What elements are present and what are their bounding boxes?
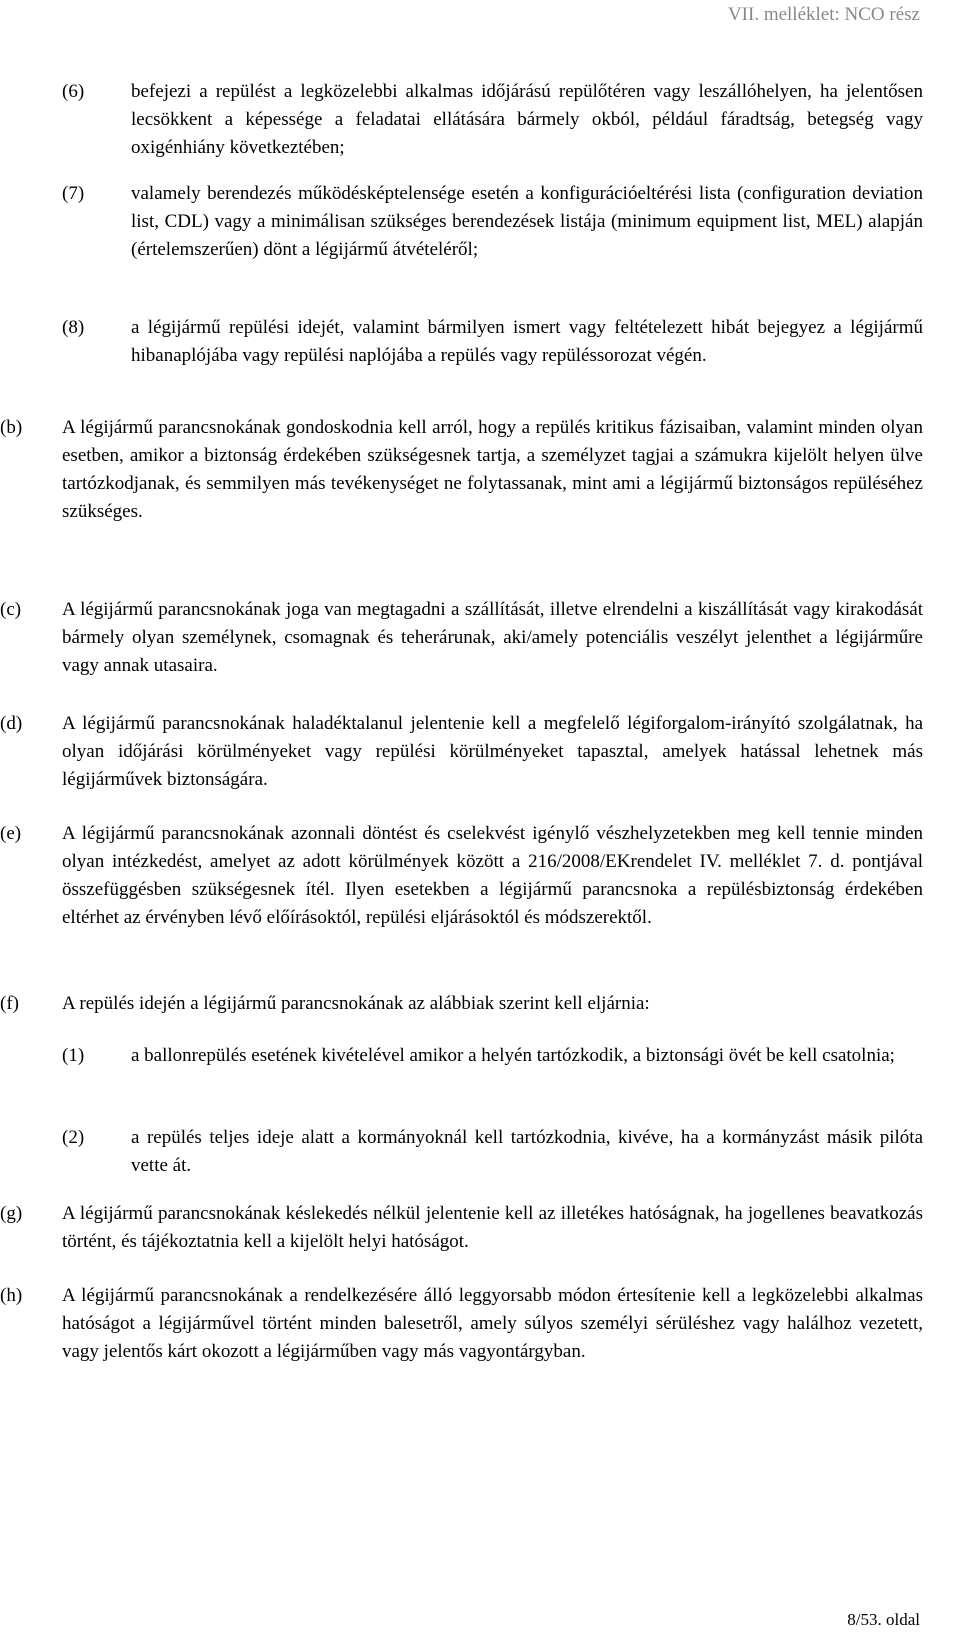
item-text: a repülés teljes ideje alatt a kormányoknál kell tartózkodnia, kivéve, ha a kormányzást másik pilóta vette át. <box>131 1127 923 1176</box>
section-text: A légijármű parancsnokának joga van megtagadni a szállítását, illetve elrendelni a kiszállítását vagy kirakodását bármely olyan személynek, csomagnak és teherárunak, aki/amely potenciális veszélyt jelenthet a légijárműre vagy annak utasaira. <box>62 599 923 676</box>
item-text: a légijármű repülési idejét, valamint bármilyen ismert vagy feltételezett hibát bejegyez a légijármű hibanaplójába vagy repülési naplójába a repülés vagy repüléssorozat végén. <box>131 317 923 366</box>
section-text: A repülés idején a légijármű parancsnokának az alábbiak szerint kell eljárnia: <box>62 993 650 1014</box>
section-text: A légijármű parancsnokának azonnali döntést és cselekvést igénylő vészhelyzetekben meg kell tennie minden olyan intézkedést, amelyet az adott körülmények között a 216/2008/EKrendelet IV. melléklet 7. d. pontjával összefüggésben szükségesnek ítél. Ilyen esetekben a légijármű parancsnoka a repülésbiztonság érdekében eltérhet az érvényben lévő előírásoktól, repülési eljárásoktól és módszerektől. <box>62 823 923 928</box>
section-label: (g) <box>0 1203 23 1224</box>
item-text: befejezi a repülést a legközelebbi alkalmas időjárású repülőtéren vagy leszállóhelyen, ha jelentősen lecsökkent a képessége a feladatai ellátására bármely okból, például fáradtság, betegség vagy oxigénhiány következtében; <box>131 81 923 158</box>
page-header: VII. melléklet: NCO rész <box>727 4 920 25</box>
item-text: valamely berendezés működésképtelensége esetén a konfigurációeltérési lista (configuration deviation list, CDL) vagy a minimálisan szükséges berendezések listája (minimum equipment list, MEL) alapján (értelemszerűen) dönt a légijármű átvételéről; <box>131 183 923 260</box>
item-text: a ballonrepülés esetének kivételével amikor a helyén tartózkodik, a biztonsági övét be kell csatolnia; <box>131 1045 895 1066</box>
section-label: (b) <box>0 417 23 438</box>
item-label: (6) <box>62 81 85 102</box>
item-label: (7) <box>62 183 85 204</box>
section-text: A légijármű parancsnokának a rendelkezésére álló leggyorsabb módon értesítenie kell a legközelebbi alkalmas hatóságot a légijárművel történt minden balesetről, amely súlyos személyi sérüléshez vagy halálhoz vezetett, vagy jelentős kárt okozott a légijárműben vagy más vagyontárgyban. <box>62 1285 923 1362</box>
section-label: (h) <box>0 1285 23 1306</box>
item-label: (2) <box>62 1127 85 1148</box>
section-label: (c) <box>0 599 22 620</box>
section-text: A légijármű parancsnokának gondoskodnia kell arról, hogy a repülés kritikus fázisaiban, valamint minden olyan esetben, amikor a biztonság érdekében szükségesnek tartja, a személyzet tagjai a számukra kijelölt helyen ülve tartózkodjanak, és semmilyen más tevékenységet ne folytassanak, mint ami a légijármű biztonságos repüléséhez szükséges. <box>62 417 923 522</box>
item-label: (8) <box>62 317 85 338</box>
section-label: (e) <box>0 823 22 844</box>
section-text: A légijármű parancsnokának haladéktalanul jelentenie kell a megfelelő légiforgalom-irányító szolgálatnak, ha olyan időjárási körülményeket vagy repülési körülményeket tapasztal, amelyek hatással lehetnek más légijárművek biztonságára. <box>62 713 923 790</box>
page-number: 8/53. oldal <box>847 1610 920 1629</box>
section-label: (d) <box>0 713 23 734</box>
section-label: (f) <box>0 993 19 1014</box>
item-label: (1) <box>62 1045 85 1066</box>
section-text: A légijármű parancsnokának késlekedés nélkül jelentenie kell az illetékes hatóságnak, ha jogellenes beavatkozás történt, és tájékoztatnia kell a kijelölt helyi hatóságot. <box>62 1203 923 1252</box>
